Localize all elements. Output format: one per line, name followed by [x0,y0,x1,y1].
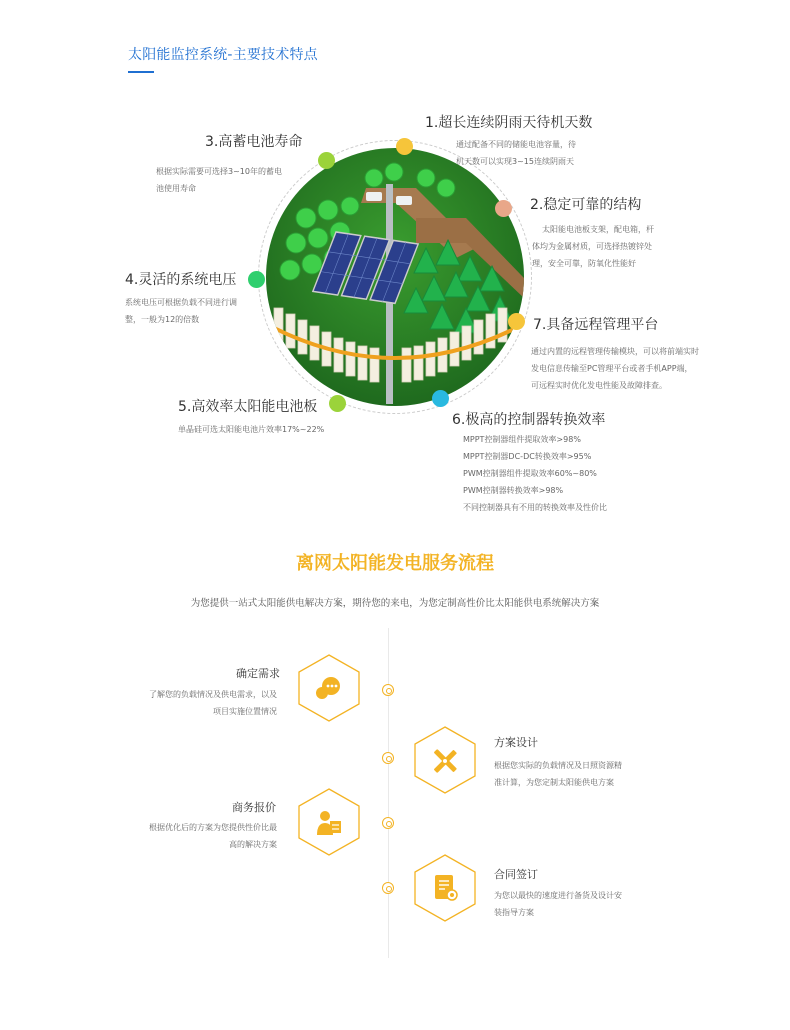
step-4-title: 合同签订 [494,868,538,881]
timeline-dot [382,817,394,829]
feature-3-title: 3.高蓄电池寿命 [205,134,303,150]
chat-icon [315,675,343,705]
feature-6-title: 6.极高的控制器转换效率 [452,412,606,428]
feature-7-title: 7.具备远程管理平台 [533,317,659,333]
step-3-title: 商务报价 [232,801,276,814]
timeline-dot [382,684,394,696]
title-underline [128,71,154,73]
design-tools-icon [431,747,459,779]
feature-7-dot [508,313,525,330]
feature-1-desc: 通过配备不同的储能电池容量，待 机天数可以实现3~15连续阴雨天 [456,140,576,166]
step-2-hexagon [413,725,477,795]
timeline-dot [382,882,394,894]
feature-5-title: 5.高效率太阳能电池板 [178,399,318,415]
step-1-hexagon [297,653,361,723]
feature-4-dot [248,271,265,288]
solar-monitoring-illustration [266,148,524,406]
feature-1-title: 1.超长连续阴雨天待机天数 [425,115,593,131]
step-3-hexagon [297,787,361,857]
feature-2-dot [495,200,512,217]
service-flow-subtitle: 为您提供一站式太阳能供电解决方案，期待您的来电，为您定制高性价比太阳能供电系统解决方案 [190,598,600,609]
step-2-desc: 根据您实际的负载情况及日照资源精 准计算，为您定制太阳能供电方案 [494,761,622,787]
timeline-line [388,628,389,958]
step-2-title: 方案设计 [494,736,538,749]
feature-3-dot [318,152,335,169]
step-1-desc: 了解您的负载情况及供电需求，以及 项目实施位置情况 [149,690,277,716]
step-1-title: 确定需求 [236,667,280,680]
feature-4-title: 4.灵活的系统电压 [125,272,237,288]
feature-5-desc: 单晶硅可选太阳能电池片效率17%~22% [178,425,325,434]
feature-4-desc: 系统电压可根据负载不同进行调 整，一般为12的倍数 [125,298,237,324]
feature-6-desc: MPPT控制器组件提取效率>98% MPPT控制器DC-DC转换效率>95% PWM控制器组件提取效率60%~80% PWM控制器转换效率>98% 不同控制器具有不用的转换效率及性价比 [463,435,607,512]
feature-2-desc: 太阳能电池板支架，配电箱，杆 体均为金属材质，可选择热镀锌处 理，安全可靠，防氧化性能好 [532,225,654,268]
step-4-hexagon [413,853,477,923]
timeline-dot [382,752,394,764]
feature-6-dot [432,390,449,407]
feature-2-title: 2.稳定可靠的结构 [530,197,642,213]
service-flow-title: 离网太阳能发电服务流程 [296,553,494,574]
section-title: 太阳能监控系统-主要技术特点 [128,47,318,63]
feature-5-dot [329,395,346,412]
feature-7-desc: 通过内置的远程管理传输模块，可以将前端实时 发电信息传输至PC管理平台或者手机APP端， 可远程实时优化发电性能及故障排查。 [531,347,699,390]
step-4-desc: 为您以最快的速度进行备货及设计安 装指导方案 [494,891,622,917]
feature-3-desc: 根据实际需要可选择3~10年的蓄电 池使用寿命 [156,167,282,193]
feature-1-dot [396,138,413,155]
step-3-desc: 根据优化后的方案为您提供性价比最 高的解决方案 [149,823,277,849]
contract-icon [433,874,459,906]
quote-person-icon [315,809,343,841]
